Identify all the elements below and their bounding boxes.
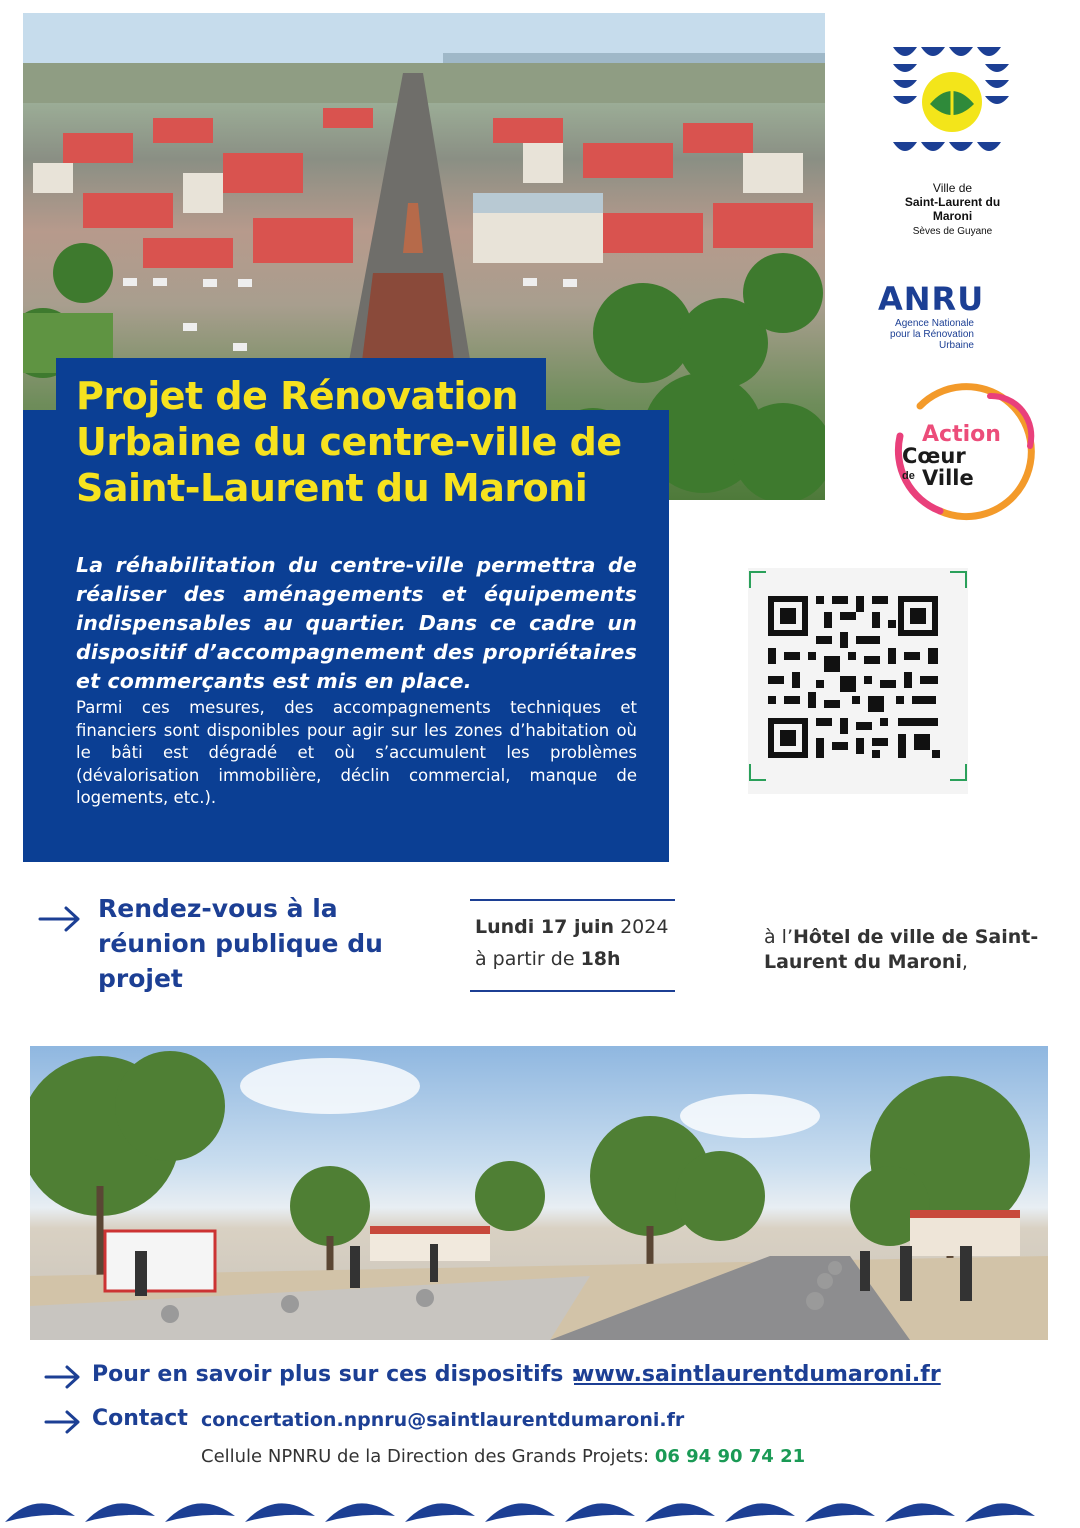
date-block bbox=[470, 899, 675, 992]
acv-action-text: Action bbox=[922, 422, 1001, 447]
ville-caption-3: Sèves de Guyane bbox=[912, 226, 993, 237]
wave-decoration-icon bbox=[0, 1488, 1080, 1528]
anru-sub-2: pour la Rénovation bbox=[890, 329, 974, 340]
arrow-right-icon bbox=[44, 1409, 82, 1435]
anru-logo bbox=[878, 280, 1028, 351]
acv-coeur-text: Cœur bbox=[902, 444, 966, 468]
ville-caption-2: Saint-Laurent du Maroni bbox=[904, 195, 1001, 223]
anru-sub-1: Agence Nationale bbox=[895, 318, 974, 329]
place-prefix: à l’ bbox=[764, 926, 794, 948]
street-rendering-image bbox=[30, 1046, 1048, 1340]
arrow-right-icon bbox=[44, 1364, 82, 1390]
phone-number[interactable]: 06 94 90 74 21 bbox=[654, 1446, 806, 1467]
ville-caption-1: Ville de bbox=[932, 181, 973, 195]
meeting-time: 18h bbox=[580, 948, 621, 970]
qr-code[interactable] bbox=[748, 568, 968, 794]
ville-emblem-icon bbox=[885, 42, 1020, 172]
anru-sub-3: Urbaine bbox=[938, 340, 974, 351]
qr-code-icon bbox=[748, 568, 968, 794]
acv-ville-text: Ville bbox=[922, 466, 974, 490]
time-line bbox=[475, 948, 621, 970]
acv-de-text: de bbox=[902, 470, 915, 482]
cellule-label: Cellule NPNRU de la Direction des Grands Projets: bbox=[201, 1446, 655, 1467]
action-coeur-de-ville-logo bbox=[880, 376, 1045, 521]
place-name: Hôtel de ville de Saint-Laurent du Maroni bbox=[764, 926, 1039, 973]
contact-label: Contact bbox=[92, 1406, 188, 1431]
website-link[interactable]: www.saintlaurentdumaroni.fr bbox=[574, 1362, 941, 1387]
meeting-heading: Rendez-vous à la réunion publique du projet bbox=[98, 894, 383, 993]
info-label: Pour en savoir plus sur ces dispositifs : bbox=[92, 1362, 580, 1387]
meeting-year: 2024 bbox=[614, 916, 669, 938]
anru-wordmark: ANRU bbox=[878, 280, 985, 318]
arrow-right-icon bbox=[38, 905, 82, 933]
meeting-day: Lundi 17 juin bbox=[475, 916, 615, 938]
place-suffix: , bbox=[961, 951, 968, 973]
body-paragraph: Parmi ces mesures, des accompagnements techniques et financiers sont disponibles pour agir sur les zones d’habitation où le bâti est dégradé et où s’accumulent les problèmes (dévalorisation immobilière, déclin commercial, manque de logements, etc.). bbox=[76, 698, 637, 807]
page-title: Projet de Rénovation Urbaine du centre-ville de Saint-Laurent du Maroni bbox=[76, 374, 622, 510]
date-line bbox=[475, 916, 668, 938]
contact-email-link[interactable]: concertation.npnru@saintlaurentdumaroni.fr bbox=[201, 1409, 685, 1431]
ville-logo bbox=[885, 42, 1020, 237]
intro-paragraph: La réhabilitation du centre-ville permettra de réaliser des aménagements et équipements indispensables au quartier. Dans ce cadre un dispositif d’accompagnement des propriétaires et commerçants est mis en place. bbox=[76, 553, 637, 693]
meeting-from: à partir de bbox=[475, 948, 581, 970]
meeting-place bbox=[764, 925, 1054, 975]
cellule-line bbox=[201, 1446, 805, 1467]
